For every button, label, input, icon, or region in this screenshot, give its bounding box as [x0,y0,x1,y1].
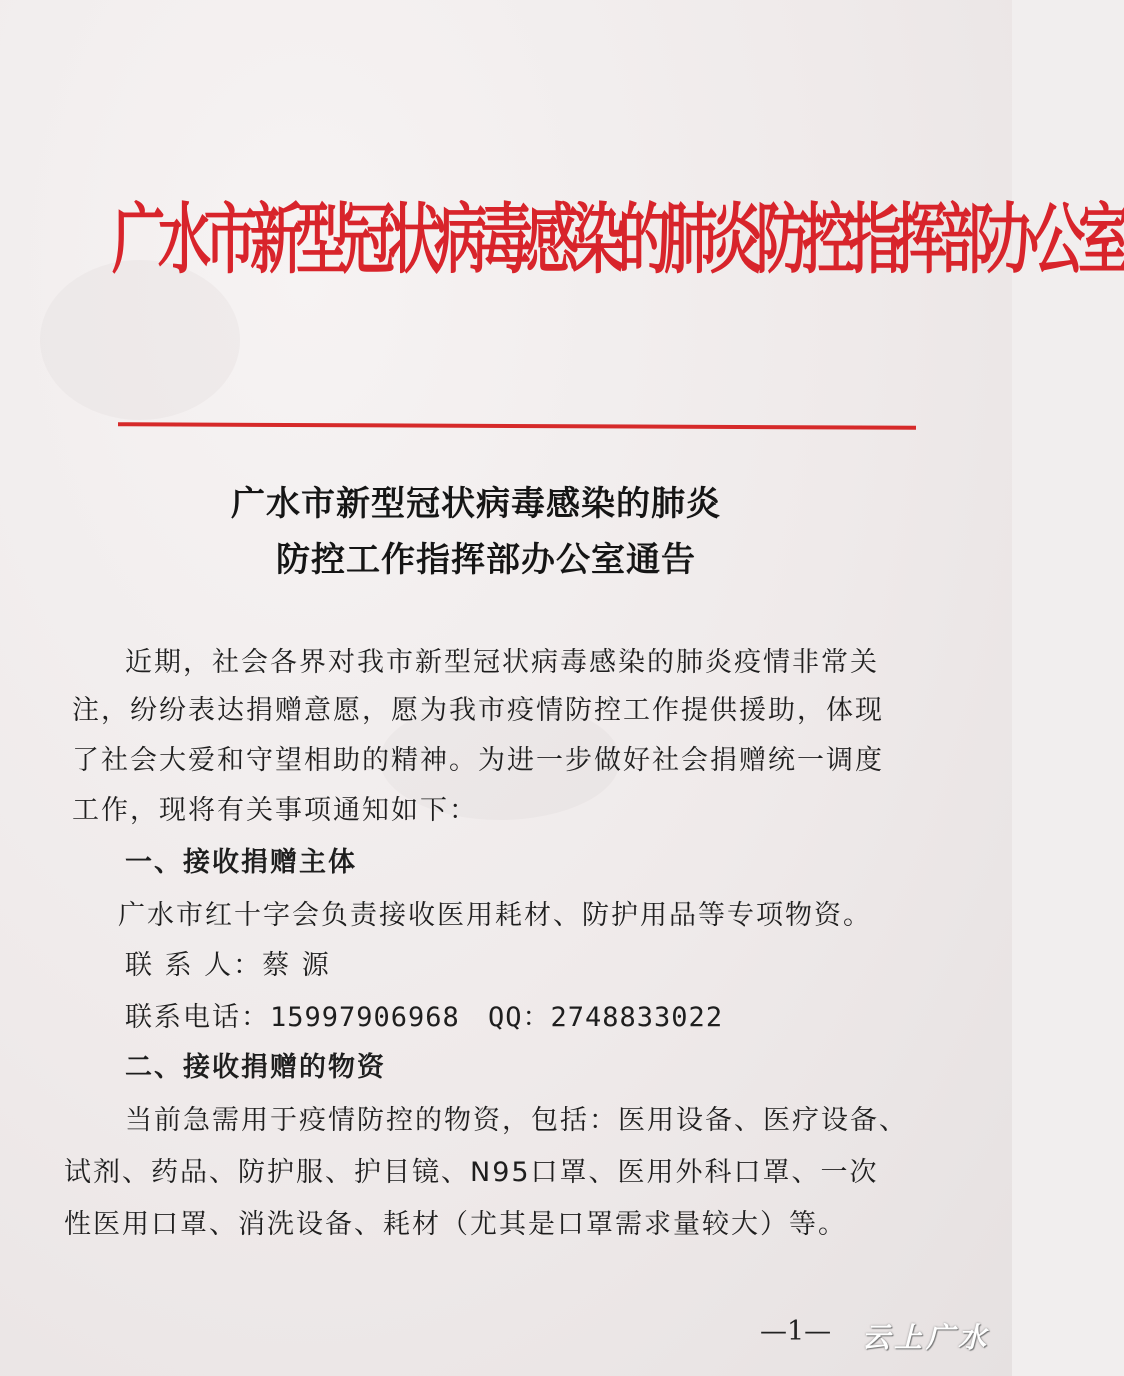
section-2-line-2: 试剂、药品、防护服、护目镜、N95口罩、医用外科口罩、一次 [64,1157,879,1188]
page-number: —1— [760,1316,832,1347]
intro-line-2: 注，纷纷表达捐赠意愿，愿为我市疫情防控工作提供援助，体现 [72,695,884,726]
phone-label: 联系电话： [125,1002,270,1033]
contact-person-row [125,943,331,982]
contact-qq-row [488,995,723,1034]
masthead-red-header: 广水市新型冠状病毒感染的肺炎防控指挥部办公室 [112,195,1124,285]
notice-title-line-1: 广水市新型冠状病毒感染的肺炎 [231,484,721,524]
phone-number: 15997906968 [270,1002,460,1033]
intro-line-3: 了社会大爱和守望相助的精神。为进一步做好社会捐赠统一调度 [72,745,884,776]
section-2-heading: 二、接收捐赠的物资 [125,1052,386,1083]
notice-title-line-2: 防控工作指挥部办公室通告 [276,540,696,580]
section-2-line-1: 当前急需用于疫情防控的物资，包括：医用设备、医疗设备、 [125,1105,908,1136]
contact-name: 蔡 源 [262,950,331,981]
intro-line-1: 近期，社会各界对我市新型冠状病毒感染的肺炎疫情非常关 [125,647,879,678]
intro-line-4: 工作，现将有关事项通知如下： [72,795,478,826]
red-divider-line [118,422,916,429]
qq-label: QQ： [488,1002,551,1033]
section-1-heading: 一、接收捐赠主体 [125,847,357,878]
section-1-text: 广水市红十字会负责接收医用耗材、防护用品等专项物资。 [118,900,872,931]
contact-phone-row [125,995,460,1034]
contact-label: 联 系 人： [125,950,263,981]
section-2-line-3: 性医用口罩、消洗设备、耗材（尤其是口罩需求量较大）等。 [64,1209,847,1240]
watermark-logo-text: 云上广水 [862,1321,991,1354]
qq-number: 2748833022 [550,1002,724,1033]
